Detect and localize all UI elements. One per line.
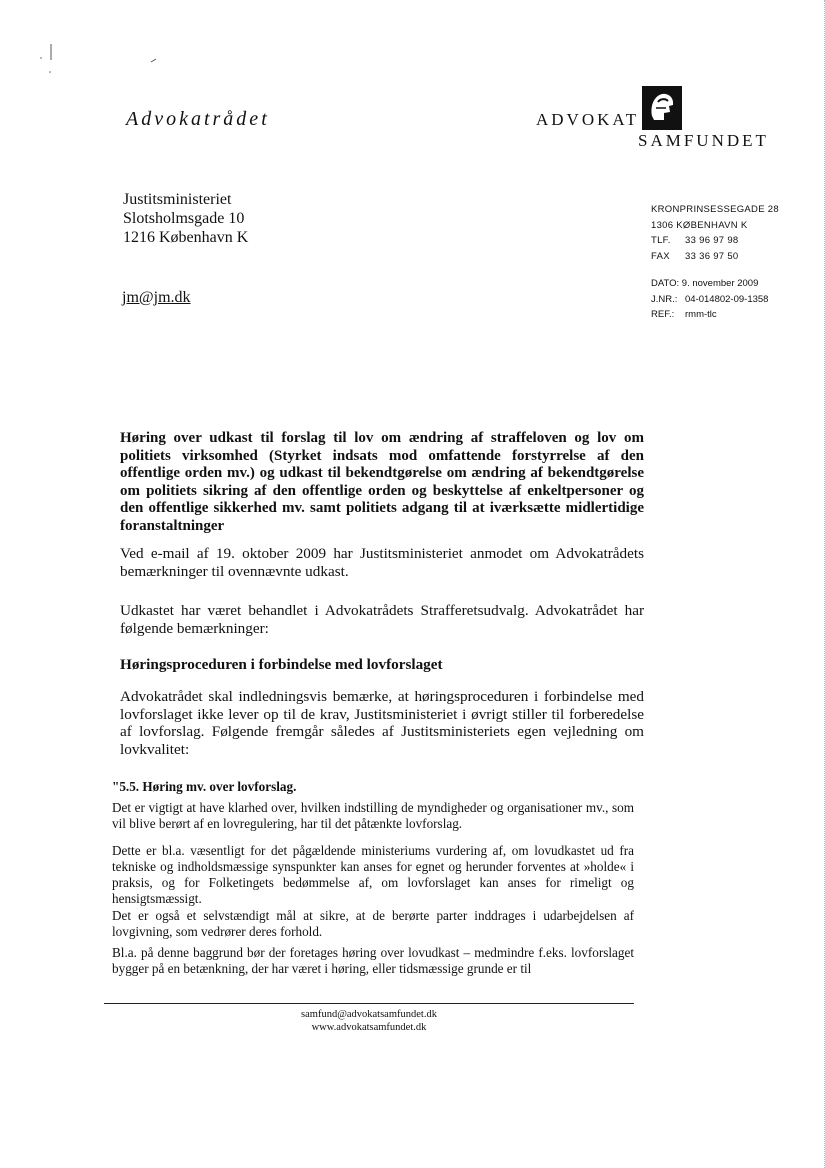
phone-number: 33 96 97 98 (685, 235, 739, 246)
recipient-city: 1216 København K (123, 229, 249, 246)
logo-text-samfundet: SAMFUNDET (638, 131, 769, 150)
footer-divider (104, 1003, 634, 1004)
recipient-street: Slotsholmsgade 10 (123, 210, 245, 227)
reference-value: rmm-tlc (685, 309, 717, 320)
advokatsamfundet-logo-icon (642, 86, 682, 130)
recipient-email-link[interactable]: jm@jm.dk (122, 289, 191, 306)
sender-phone (651, 233, 779, 249)
advokatraadet-heading: Advokatrådet (126, 108, 270, 130)
fax-number: 33 36 97 50 (685, 250, 739, 262)
letter-meta (651, 276, 768, 323)
section-heading: Høringsproceduren i forbindelse med lovforslaget (120, 656, 443, 673)
reference-label: REF.: (651, 309, 675, 320)
sender-fax (651, 249, 779, 265)
quote-paragraph-1: Det er vigtigt at have klarhed over, hvilken indstilling de myndigheder og organisationer mv., som vil blive berørt af en lovregulering, har til det påtænkte lovforslag. (112, 800, 634, 831)
quote-paragraph-2: Dette er bl.a. væsentligt for det pågældende ministeriums vurdering af, om lovudkastet ud fra tekniske og indholdsmæssige synspunkter kan anses for egnet og herunder forventes at »holde« i praksis, og for Folketingets bedømmelse af, om lovforslaget kan anses for rimeligt og hensigtsmæssigt. (112, 843, 634, 906)
journal-label: J.NR.: (651, 293, 678, 305)
fax-label: FAX (651, 250, 670, 262)
paragraph-committee: Udkastet har været behandlet i Advokatrådets Strafferetsudvalg. Advokatrådet har følgende bemærkninger: (120, 602, 644, 637)
sender-city: 1306 KØBENHAVN K (651, 219, 748, 231)
recipient-name: Justitsministeriet (123, 191, 232, 208)
logo-text-advokat: ADVOKAT (536, 110, 640, 129)
sender-address (651, 202, 779, 264)
phone-label: TLF. (651, 235, 671, 246)
meta-date (651, 276, 768, 292)
scan-specks (38, 42, 58, 82)
quote-paragraph-4: Bl.a. på denne baggrund bør der foretages høring over lovudkast – medmindre f.eks. lovforslaget bygger på en betænkning, der har været i høring, eller tidsmæssige grunde er til (112, 945, 634, 976)
footer-email[interactable]: samfund@advokatsamfundet.dk (301, 1009, 437, 1020)
date-label: DATO: (651, 278, 680, 289)
date-value: 9. november 2009 (681, 278, 759, 289)
quote-paragraph-3: Det er også et selvstændigt mål at sikre, at de berørte parter inddrages i udarbejdelsen af lovgivning, som vedrører deres forhold. (112, 908, 634, 939)
letter-subject: Høring over udkast til forslag til lov om ændring af straffeloven og lov om politiets virksomhed (Styrket indsats mod omfattende forstyrrelse af den offentlige orden mv.) og udkast til bekendtgørelse om ændring af bekendtgørelse om politiets sikring af den offentlige orden og beskyttelse af enkeltpersoner og den offentlige sikkerhed mv. samt politiets adgang til at iværksætte midlertidige foranstaltninger (120, 430, 644, 534)
paragraph-procedure: Advokatrådet skal indledningsvis bemærke, at høringsproceduren i forbindelse med lovforslaget ikke lever op til de krav, Justitsministeriet i øvrigt stiller til forberedelse af lovforslag. Følgende fremgår således af Justitsministeriets egen vejledning om lovkvalitet: (120, 688, 644, 758)
recipient-address (123, 190, 248, 247)
footer-website[interactable]: www.advokatsamfundet.dk (311, 1022, 427, 1033)
journal-value: 04-014802-09-1358 (685, 293, 769, 305)
scan-speck-icon (150, 58, 158, 64)
meta-reference (651, 307, 768, 323)
sender-street: KRONPRINSESSEGADE 28 (651, 204, 779, 215)
meta-journal (651, 292, 768, 308)
quote-heading: "5.5. Høring mv. over lovforslag. (112, 779, 297, 794)
paragraph-intro: Ved e-mail af 19. oktober 2009 har Justitsministeriet anmodet om Advokatrådets bemærkninger til ovennævnte udkast. (120, 545, 644, 580)
